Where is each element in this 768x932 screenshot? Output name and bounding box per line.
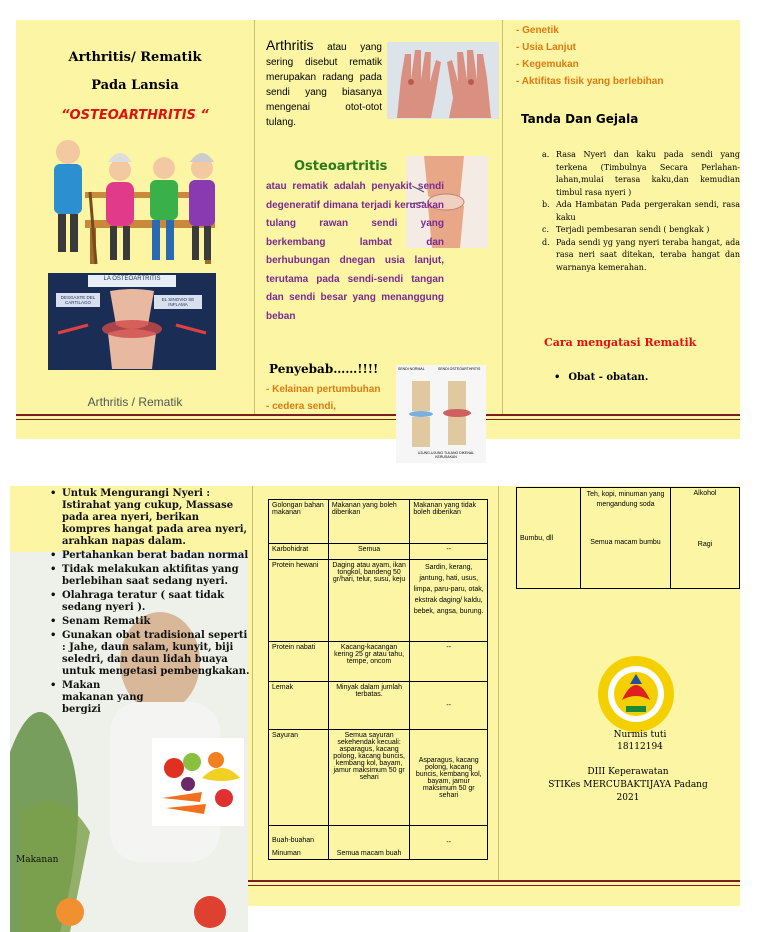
photo-caption: Makanan (16, 855, 59, 865)
table-cell: Buah-buahan Minuman (269, 826, 329, 860)
tanda-heading: Tanda Dan Gejala (521, 112, 639, 126)
column-footer: Arthritis / Rematik (87, 395, 183, 409)
cause-item: - Kegemukan (516, 59, 579, 70)
table-cell: Protein hewani (269, 560, 329, 642)
brochure-subtitle: “OSTEOARTHRITIS “ (61, 108, 209, 123)
fold-line (502, 20, 503, 415)
table-cell: -- (410, 682, 488, 730)
table-cell: Teh, kopi, minuman yang mengandung soda Semua macam bumbu (581, 488, 671, 589)
xray-label: SENDI NORMAL (398, 367, 425, 371)
table-row (269, 544, 488, 560)
table-header-row (269, 500, 488, 544)
school-name: STIKes MERCUBAKTIJAYA Padang (548, 780, 708, 790)
table-cell: Sayuran (269, 730, 329, 826)
tip-item: • Olahraga teratur ( saat tidak sedang nyeri ). (50, 590, 225, 613)
bottom-rule-thin (16, 419, 740, 420)
author-info (610, 729, 670, 753)
author-name: Nurmis tuti (613, 730, 667, 740)
tip-item: • Makan makanan yang bergizi (50, 680, 144, 715)
arthritic-hands-photo (387, 42, 499, 119)
table-cell: Alkohol Ragi (671, 488, 740, 589)
tip-item: • Pertahankan berat badan normal (50, 550, 249, 561)
brochure-title: Arthritis/ Rematik (68, 50, 202, 65)
brochure-title-line2: Pada Lansia (91, 78, 179, 93)
diagram-label: EL SINOVIO SE INFLAMA (161, 297, 195, 307)
table-row (517, 488, 740, 589)
year: 2021 (616, 793, 640, 803)
table-row (269, 642, 488, 682)
symptom-item: d. Pada sendi yg yang nyeri teraba hangat, ada rasa neri saat ditekan, teraba hangat dan warnanya kemerahan. (542, 237, 740, 272)
brochure-page-back (10, 486, 740, 906)
cara-list: • Obat - obatan. (554, 372, 649, 383)
tip-item: • Untuk Mengurangi Nyeri : Istirahat yang cukup, Massase pada area nyeri, berikan kompres hangat pada area nyeri, arahkan napas dalam. (50, 488, 247, 547)
table-row (269, 826, 488, 860)
table-cell: Protein nabati (269, 642, 329, 682)
table-row (269, 560, 488, 642)
table-cell: Daging atau ayam, ikan tongkol, bandeng 50 gr/hari, telur, susu, keju (328, 560, 410, 642)
symptom-item: a. Rasa Nyeri dan kaku pada sendi yang terkena (Timbulnya Secara Perlahan-lahan,mulai terasa kaku,dan kemudian timbul rasa nyeri ) (542, 150, 740, 197)
osteo-heading: Osteoartritis (294, 159, 388, 174)
table-cell: -- (410, 642, 488, 682)
osteo-definition: atau rematik adalah penyakit sendi degeneratif dimana terjadi kerusakan tulang rawan sendi yang berkembang lambat dan berhubungan dnegan usia lanjut, terutama pada sendi-sendi tangan dan sendi besar yang menanggung beban (266, 181, 444, 322)
table-cell: Semua macam buah (328, 826, 410, 860)
table-header: Makanan yang boleh diberikan (328, 500, 410, 544)
tanda-list (542, 149, 740, 274)
elderly-people-illustration (40, 132, 220, 272)
osteoarthritis-knee-diagram (48, 273, 216, 370)
table-cell: -- (410, 544, 488, 560)
table-cell: Bumbu, dll (517, 488, 581, 589)
cause-item: - Kelainan pertumbuhan (266, 384, 381, 395)
institution-info (516, 766, 740, 805)
intro-keyword: Arthritis (266, 37, 314, 53)
table-cell: Semua sayuran sekehendak kecuali: asparagus, kacang polong, kacang buncis, kembang kol, bayam, jamur maksimum 50 gr sehari (328, 730, 410, 826)
table-cell: Lemak (269, 682, 329, 730)
penyebab-heading: Penyebab……!!!! (269, 362, 379, 376)
table-cell: Sardin, kerang, jantung, hati, usus, limpa, paru-paru, otak, ekstrak daging/ kaldu, bebek, angsa, burung. (410, 560, 488, 642)
table-header: Makanan yang tidak boleh diberikan (410, 500, 488, 544)
table-cell: Semua (328, 544, 410, 560)
xray-label: SENDI OSTEOARTHRITIS (438, 367, 481, 371)
table-cell: Asparagus, kacang polong, kacang buncis, kembang kol, bayam, jamur maksimum 50 gr sehari (410, 730, 488, 826)
treatment-item: Obat - obatan. (568, 372, 649, 383)
fold-line (252, 486, 253, 882)
causes-list (516, 22, 663, 90)
diagram-label: DESGASTE DEL CARTILAGO (60, 295, 96, 305)
diet-table-continued (516, 487, 740, 589)
fold-line (498, 486, 499, 882)
fold-line (254, 20, 255, 415)
penyebab-list (266, 381, 380, 415)
table-row (269, 730, 488, 826)
stikes-logo (592, 654, 680, 734)
normal-vs-oa-joint-image (396, 365, 486, 463)
table-row (269, 682, 488, 730)
symptom-item: c. Terjadi pembesaran sendi ( bengkak ) (542, 225, 710, 234)
tip-item: • Tidak melakukan aktifitas yang berlebihan saat sedang nyeri. (50, 564, 239, 587)
table-cell: Karbohidrat (269, 544, 329, 560)
diagram-label: LA OSTEOARTRITIS (103, 276, 161, 282)
author-nim: 18112194 (617, 742, 663, 752)
diet-table (268, 499, 488, 860)
tip-item: • Gunakan obat tradisional seperti : Jahe, daun salam, kunyit, biji seledri, dan daun lidah buaya untuk mengetasi pembengkakan. (50, 630, 250, 677)
brochure-page-front (16, 20, 740, 459)
cause-item: - cedera sendi, (266, 401, 337, 412)
cause-item: - Genetik (516, 25, 559, 36)
symptom-item: b. Ada Hambatan Pada pergerakan sendi, rasa kaku (542, 200, 740, 222)
tip-item: • Senam Rematik (50, 616, 151, 627)
cause-item: - Usia Lanjut (516, 42, 577, 53)
intro-text: atau yang sering disebut rematik merupakan radang pada sendi yang biasanya mengenai otot-otot tulang. (266, 42, 382, 128)
table-cell: Kacang-kacangan kering 25 gr atau tahu, tempe, oncom (328, 642, 410, 682)
table-cell: Minyak dalam jumlah terbatas. (328, 682, 410, 730)
table-header: Golongan bahan makanan (269, 500, 329, 544)
cara-heading: Cara mengatasi Rematik (544, 336, 697, 349)
table-cell: -- (410, 826, 488, 860)
xray-label: UJUNG-UJUNG TULANG DIKENAL KERUSAKAN (417, 451, 475, 459)
fruits-vegetables-image (152, 738, 244, 826)
arthritis-intro (266, 38, 382, 130)
tips-list (50, 488, 250, 716)
program-name: DIII Keperawatan (587, 767, 669, 777)
cause-item: - Aktifitas fisik yang berlebihan (516, 76, 664, 87)
